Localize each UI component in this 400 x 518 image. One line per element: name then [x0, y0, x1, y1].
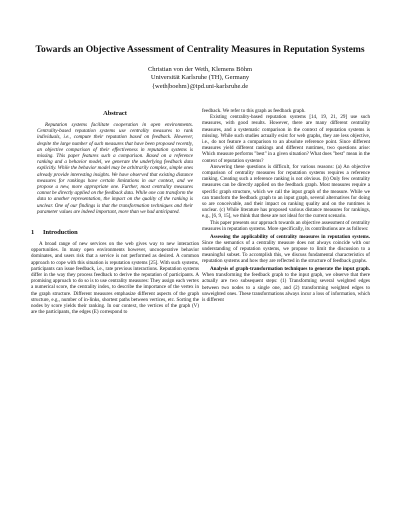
- section-number: 1: [31, 229, 35, 237]
- contribution-text: When transforming the feedback graph to the input graph, we observe that there actually are two subsequent steps: (1) Transforming several weighted edges between two nodes to a single one, and (2) transforming weighted edges to unweighted ones. These transformations always incur a loss of information, which is different: [202, 272, 370, 304]
- section-title: Introduction: [43, 229, 78, 237]
- right-column: [202, 108, 370, 303]
- abstract-text: Reputation systems facilitate cooperation in open environments. Centrality-based reputation systems use centrality measures to rank individuals, i.e., compute their reputation based on feedback. However, despite the large number of such measures that have been proposed recently, an objective comparison of their effectiveness in reputation systems is missing. This paper features such a comparison. Based on a reference ranking and a behavior model, we generate the underlying feedback data explicitly. While the behavior model may be arbitrarily complex, simple ones already provide interesting insights. We have observed that existing distance measures for rankings have certain limitations in our context, and we propose a new, more appropriate one. Further, most centrality measures cannot be directly applied on the feedback data. While one can transform the data to another representation, the impact on the quality of the ranking is unclear. One of our findings is that the transformation techniques and their parameter values are indeed important, more than we had anticipated.: [37, 122, 193, 215]
- contribution-paragraph: [202, 234, 370, 265]
- contribution-runin: Assessing the applicability of centrality measures in reputation systems.: [210, 233, 370, 240]
- paper-title: Towards an Objective Assessment of Centrality Measures in Reputation Systems: [35, 44, 365, 55]
- contribution-text: Since the semantics of a centrality measure does not always coincide with our understanding of reputation systems, we propose to limit the discussion to a meaningful subset. To accomplish this, we discuss fundamental characteristics of reputation systems and how they are reflected in the structure of feedback graphs.: [202, 239, 370, 265]
- contribution-runin: Analysis of graph-transformation techniques to generate the input graph.: [210, 266, 370, 273]
- author-names: Christian von der Weth, Klemens Böhm: [147, 66, 253, 73]
- body-paragraph: Existing centrality-based reputation systems [14, 19, 21, 29] use such measures, with good results. However, there are many different centrality measures, and a systematic comparison in the context of reputation systems is missing. While such studies actually exist for web graphs, they are less objective, i.e., do not feature a comparison to an absolute reference point. Since different measures yield different rankings and different runtimes, two questions arise: Which measure performs "best" in a given situation? What does "best" mean in the context of reputation systems?: [202, 114, 370, 164]
- author-affiliation: Universität Karlsruhe (TH), Germany: [150, 74, 250, 82]
- continuation-paragraph: feedback. We refer to this graph as feedback graph.: [202, 108, 306, 114]
- abstract-heading: Abstract: [103, 110, 127, 117]
- body-paragraph: Answering these questions is difficult, for various reasons: (a) An objective comparison of centrality measures for reputation systems requires a reference ranking. Creating such a reference ranking is not obvious. (b) Only few centrality measures can be directly applied on the feedback graph. Most measures require a specific graph structure, which we call the input graph of the measure. While we can transform the feedback graph to an input graph, several alternatives for doing so are conceivable, and their impact on ranking quality and on the runtimes is unclear. (c) While literature has proposed various distance measures for rankings, e.g., [6, 9, 15], we think that these are not ideal for the current scenario.: [202, 163, 370, 220]
- body-paragraph: This paper presents our approach towards an objective assessment of centrality measures in reputation systems. More specifically, its contributions are as follows:: [202, 219, 370, 232]
- author-block: [60, 66, 340, 91]
- left-column: [31, 108, 199, 315]
- contribution-paragraph: [202, 266, 370, 303]
- section-heading-introduction: [31, 229, 199, 237]
- intro-paragraph: A broad range of new services on the web gives way to new interaction opportunities. In many open environments however, uncooperative behavior dominates, and users risk that a service is not performed as desired. A common approach to cope with this situation is reputation systems [25]. With such systems, participants can issue feedback, i.e., rate previous interactions. Reputation systems differ in the way they process feedback to derive the reputation of participants. A promising approach to do so is to use centrality measures: They assign each vertex a numerical score, the centrality index, to describe the importance of the vertex in the graph structure. Different measures emphasize different aspects of the graph structure, e.g., number of in-links, shortest paths between vertices, etc. Sorting the nodes by score yields their ranking. In our context, the vertices of the graph (V) are the participants, the edges (E) correspond to: [31, 241, 199, 316]
- author-email: {weth|boehm}@ipd.uni-karlsruhe.de: [151, 82, 249, 90]
